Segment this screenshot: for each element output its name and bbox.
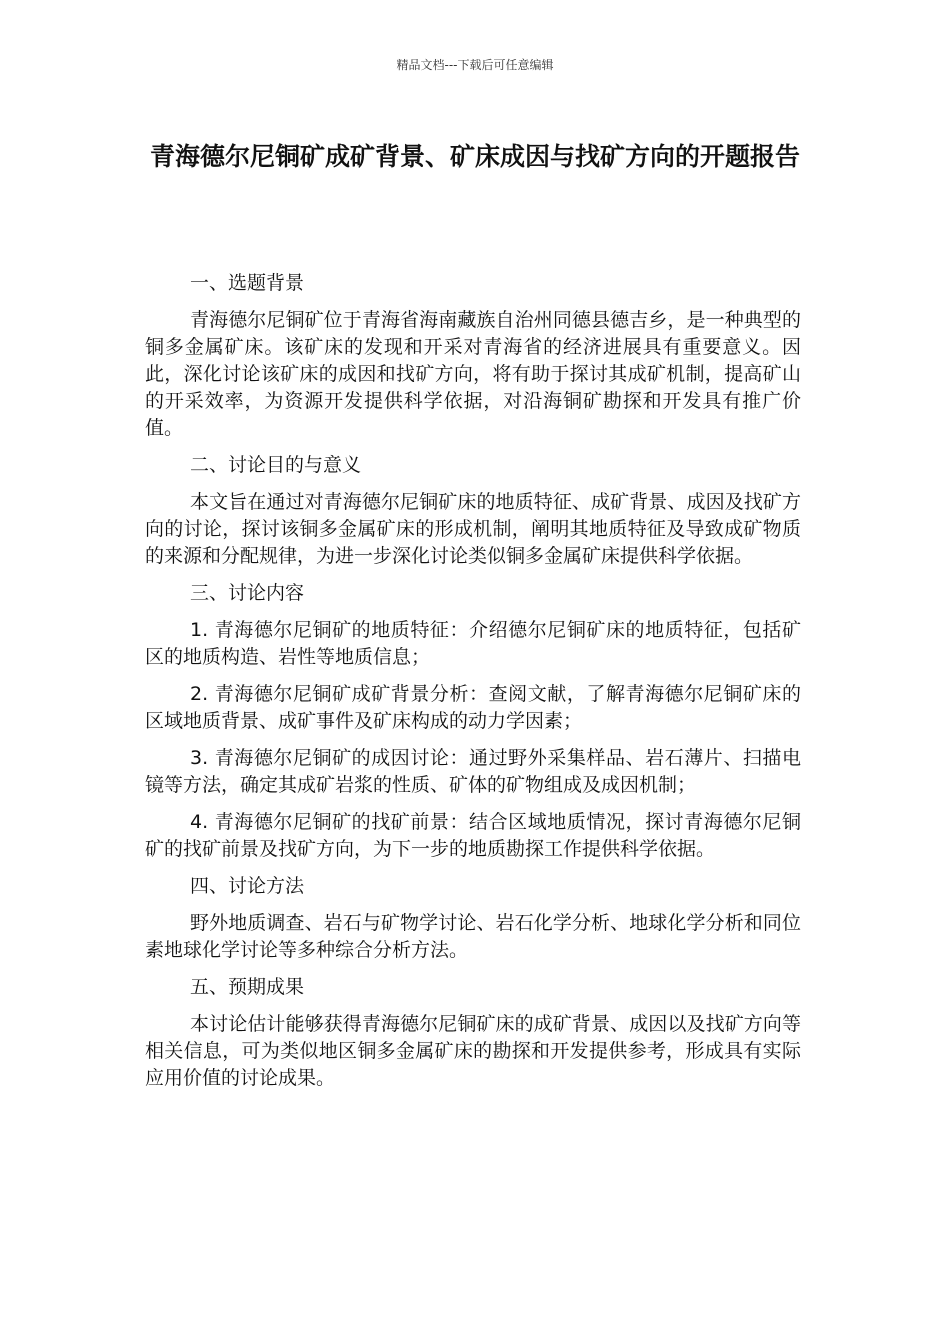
section-content [145,580,801,863]
section-paragraph: 野外地质调查、岩石与矿物学讨论、岩石化学分析、地球化学分析和同位素地球化学讨论等多种综合分析方法。 [145,912,801,961]
document-title: 青海德尔尼铜矿成矿背景、矿床成因与找矿方向的开题报告 [149,142,800,171]
content-item-4: 4. 青海德尔尼铜矿的找矿前景：结合区域地质情况，探讨青海德尔尼铜矿的找矿前景及找矿方向，为下一步的地质勘探工作提供科学依据。 [145,811,801,860]
section-methods [145,873,801,964]
content-item-3: 3. 青海德尔尼铜矿的成因讨论：通过野外采集样品、岩石薄片、扫描电镜等方法，确定其成矿岩浆的性质、矿体的矿物组成及成因机制； [145,747,801,796]
document-body [145,270,801,1102]
content-item-1: 1. 青海德尔尼铜矿的地质特征：介绍德尔尼铜矿床的地质特征，包括矿区的地质构造、岩性等地质信息； [145,619,801,668]
section-paragraph: 青海德尔尼铜矿位于青海省海南藏族自治州同德县德吉乡，是一种典型的铜多金属矿床。该矿床的发现和开采对青海省的经济进展具有重要意义。因此，深化讨论该矿床的成因和找矿方向，将有助于探讨其成矿机制，提高矿山的开采效率，为资源开发提供科学依据，对沿海铜矿勘探和开发具有推广价值。 [145,309,801,439]
section-expected-results [145,974,801,1092]
section-background [145,270,801,442]
section-heading: 三、讨论内容 [190,582,305,604]
section-paragraph: 本讨论估计能够获得青海德尔尼铜矿床的成矿背景、成因以及找矿方向等相关信息，可为类似地区铜多金属矿床的勘探和开发提供参考，形成具有实际应用价值的讨论成果。 [145,1013,801,1089]
section-heading: 五、预期成果 [190,976,305,998]
section-heading: 四、讨论方法 [190,875,305,897]
section-heading: 一、选题背景 [190,272,305,294]
content-item-2: 2. 青海德尔尼铜矿成矿背景分析：查阅文献，了解青海德尔尼铜矿床的区域地质背景、成矿事件及矿床构成的动力学因素； [145,683,801,732]
page-header-note: 精品文档---下载后可任意编辑 [396,58,554,72]
section-heading: 二、讨论目的与意义 [190,454,362,476]
section-purpose [145,452,801,570]
section-paragraph: 本文旨在通过对青海德尔尼铜矿床的地质特征、成矿背景、成因及找矿方向的讨论，探讨该铜多金属矿床的形成机制，阐明其地质特征及导致成矿物质的来源和分配规律，为进一步深化讨论类似铜多金属矿床提供科学依据。 [145,491,801,567]
